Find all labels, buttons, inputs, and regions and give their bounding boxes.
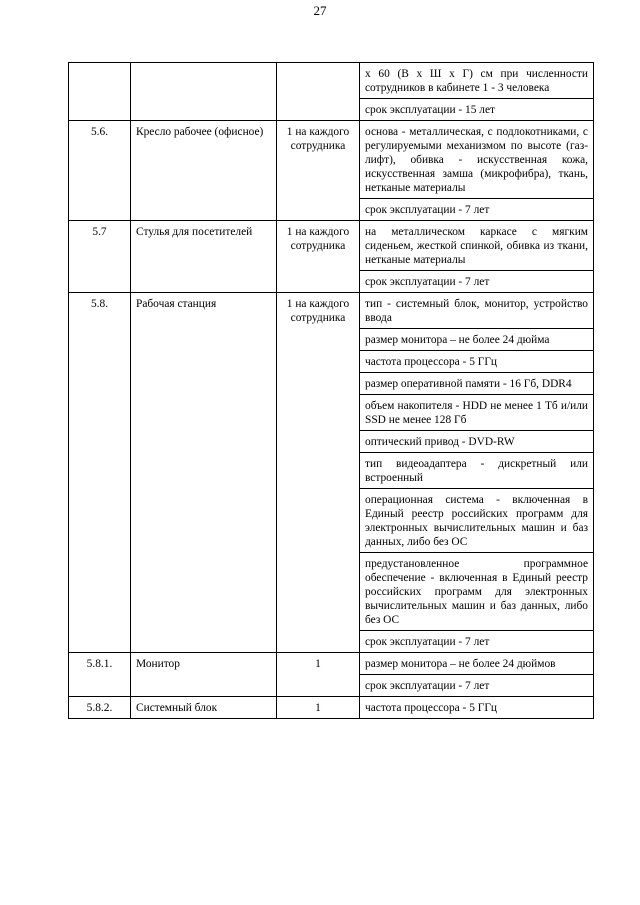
item-characteristic-cell: частота процессора - 5 ГГц <box>360 351 594 373</box>
item-characteristic-cell: основа - металлическая, с подлокотниками, с регулируемыми механизмом по высоте (газ-лифт), обивка - искусственная кожа, искусственная замша (микрофибра), ткань, нетканые материалы <box>360 121 594 199</box>
item-name-cell: Стулья для посетителей <box>131 221 277 293</box>
item-name-cell: Монитор <box>131 653 277 697</box>
item-number-cell: 5.8.1. <box>69 653 131 697</box>
item-characteristic-cell: срок эксплуатации - 15 лет <box>360 99 594 121</box>
item-characteristic-cell: на металлическом каркасе с мягким сиденьем, жесткой спинкой, обивка из ткани, нетканые материалы <box>360 221 594 271</box>
item-characteristic-cell: размер монитора – не более 24 дюйма <box>360 329 594 351</box>
specification-table <box>68 62 594 719</box>
item-characteristic-cell: х 60 (В х Ш х Г) см при численности сотрудников в кабинете 1 - 3 человека <box>360 63 594 99</box>
table-row <box>69 221 594 271</box>
specification-table-body <box>69 63 594 719</box>
item-characteristic-cell: операционная система - включенная в Единый реестр российских программ для электронных вычислительных машин и баз данных, либо без ОС <box>360 489 594 553</box>
item-characteristic-cell: тип - системный блок, монитор, устройство ввода <box>360 293 594 329</box>
item-characteristic-cell: срок эксплуатации - 7 лет <box>360 675 594 697</box>
table-row <box>69 697 594 719</box>
item-quantity-cell: 1 на каждого сотрудника <box>277 121 360 221</box>
item-number-cell: 5.6. <box>69 121 131 221</box>
item-number-cell: 5.7 <box>69 221 131 293</box>
item-characteristic-cell: оптический привод - DVD-RW <box>360 431 594 453</box>
item-quantity-cell <box>277 63 360 121</box>
table-row <box>69 293 594 329</box>
item-characteristic-cell: тип видеоадаптера - дискретный или встроенный <box>360 453 594 489</box>
item-number-cell <box>69 63 131 121</box>
item-characteristic-cell: предустановленное программное обеспечение - включенная в Единый реестр российских программ для электронных вычислительных машин и баз данных, либо без ОС <box>360 553 594 631</box>
item-name-cell: Рабочая станция <box>131 293 277 653</box>
item-characteristic-cell: частота процессора - 5 ГГц <box>360 697 594 719</box>
item-quantity-cell: 1 на каждого сотрудника <box>277 221 360 293</box>
item-number-cell: 5.8. <box>69 293 131 653</box>
item-name-cell: Кресло рабочее (офисное) <box>131 121 277 221</box>
page-number: 27 <box>313 3 327 18</box>
item-quantity-cell: 1 на каждого сотрудника <box>277 293 360 653</box>
item-characteristic-cell: срок эксплуатации - 7 лет <box>360 631 594 653</box>
item-number-cell: 5.8.2. <box>69 697 131 719</box>
item-characteristic-cell: размер оперативной памяти - 16 Гб, DDR4 <box>360 373 594 395</box>
item-quantity-cell: 1 <box>277 697 360 719</box>
table-row <box>69 653 594 675</box>
table-row <box>69 121 594 199</box>
item-characteristic-cell: срок эксплуатации - 7 лет <box>360 199 594 221</box>
item-name-cell <box>131 63 277 121</box>
item-name-cell: Системный блок <box>131 697 277 719</box>
table-row <box>69 63 594 99</box>
item-quantity-cell: 1 <box>277 653 360 697</box>
item-characteristic-cell: объем накопителя - HDD не менее 1 Тб и/или SSD не менее 128 Гб <box>360 395 594 431</box>
item-characteristic-cell: размер монитора – не более 24 дюймов <box>360 653 594 675</box>
item-characteristic-cell: срок эксплуатации - 7 лет <box>360 271 594 293</box>
